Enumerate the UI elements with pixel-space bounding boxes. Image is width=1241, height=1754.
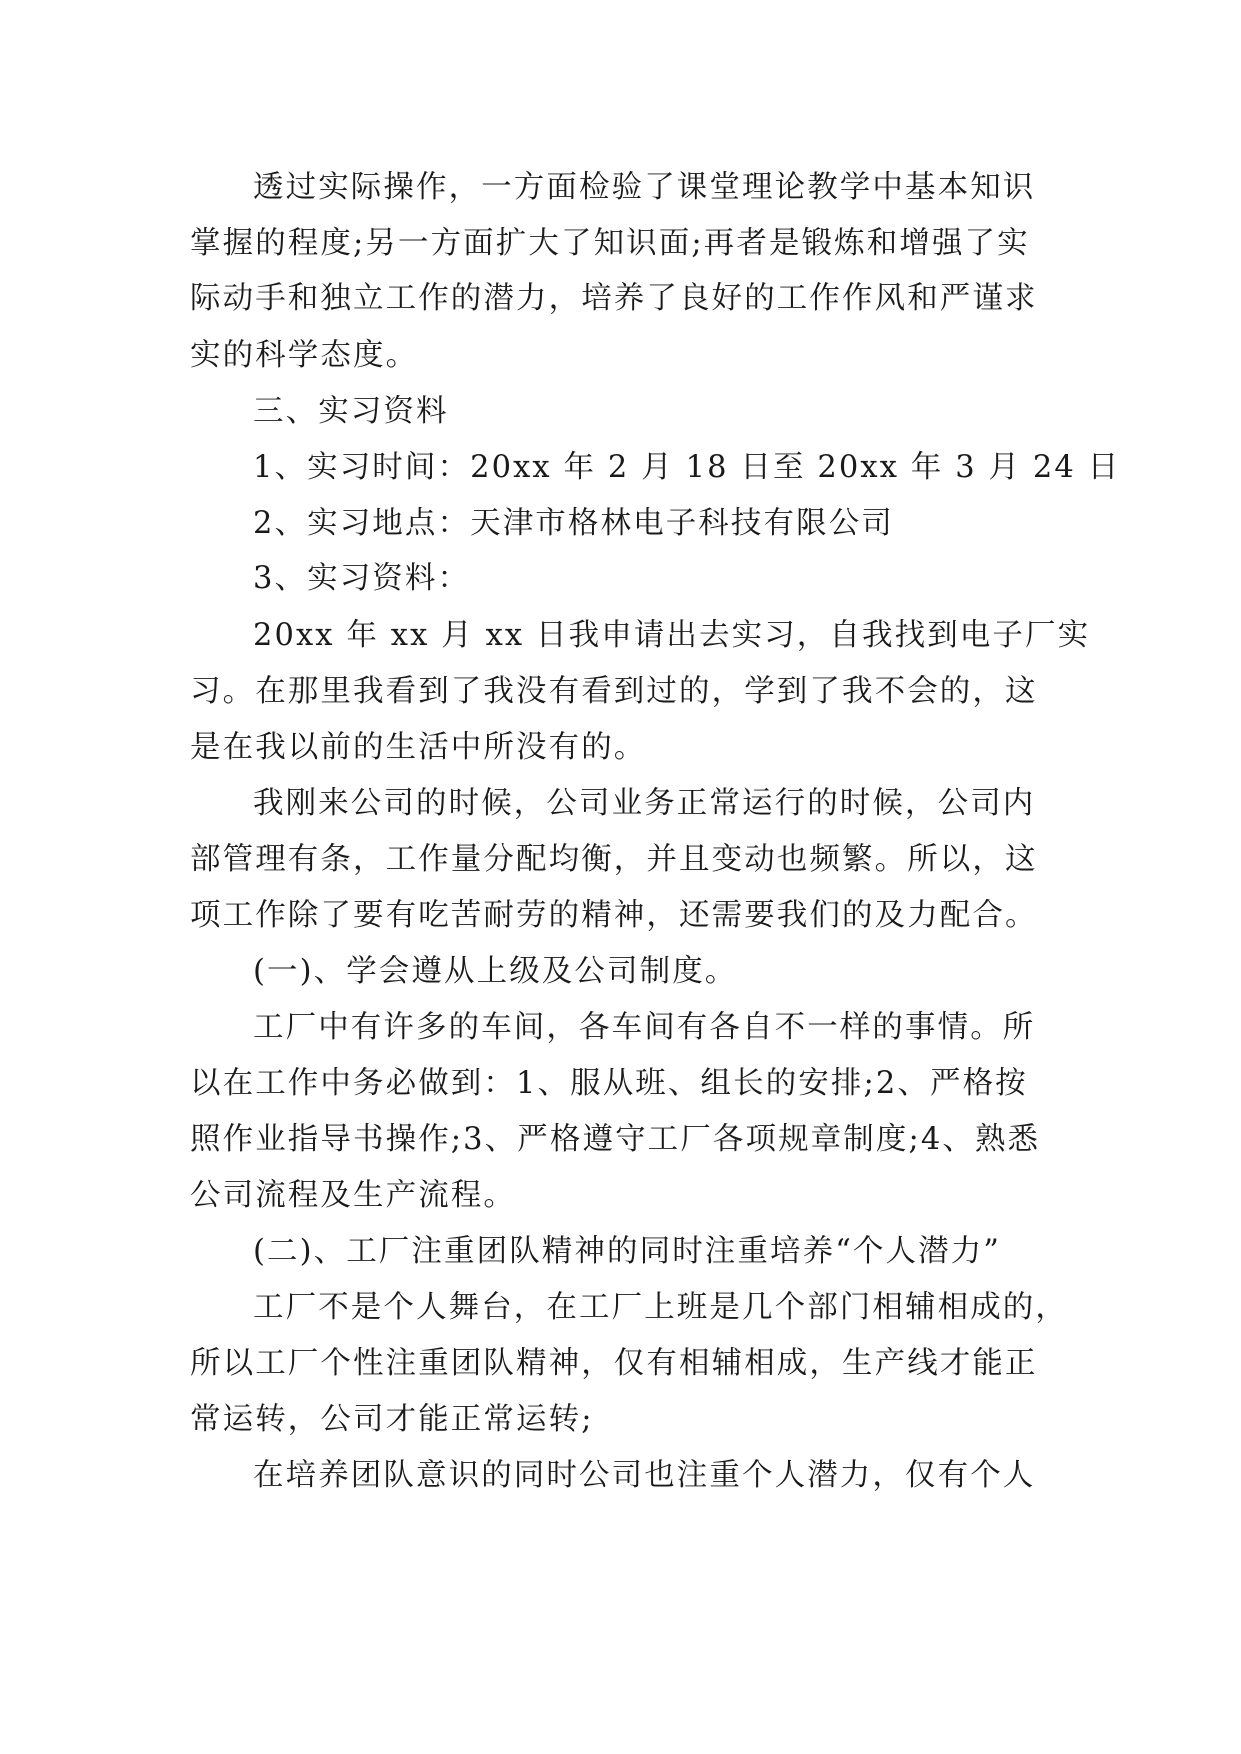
subsection-heading: (二)、工厂注重团队精神的同时注重培养“个人潜力” [253, 1234, 1001, 1269]
paragraph-line: 常运转，公司才能正常运转; [190, 1402, 594, 1437]
paragraph-line: 公司流程及生产流程。 [190, 1178, 516, 1213]
paragraph-line: 掌握的程度;另一方面扩大了知识面;再者是锻炼和增强了实 [190, 226, 1030, 261]
paragraph-line: 所以工厂个性注重团队精神，仅有相辅相成，生产线才能正 [190, 1346, 1038, 1381]
section-heading: 三、实习资料 [253, 394, 449, 429]
paragraph-line: 部管理有条，工作量分配均衡，并且变动也频繁。所以，这 [190, 842, 1038, 877]
paragraph-line: 以在工作中务必做到：1、服从班、组长的安排;2、严格按 [190, 1066, 1028, 1101]
paragraph-line: 是在我以前的生活中所没有的。 [190, 730, 647, 765]
paragraph-line: 实的科学态度。 [190, 338, 419, 373]
paragraph-line: 习。在那里我看到了我没有看到过的，学到了我不会的，这 [190, 674, 1038, 709]
list-item: 2、实习地点：天津市格林电子科技有限公司 [253, 506, 894, 541]
paragraph-line: 照作业指导书操作;3、严格遵守工厂各项规章制度;4、熟悉 [190, 1122, 1041, 1157]
paragraph-line: 在培养团队意识的同时公司也注重个人潜力，仅有个人 [253, 1458, 1036, 1493]
paragraph-line: 际动手和独立工作的潜力，培养了良好的工作作风和严谨求 [190, 281, 1038, 316]
paragraph-line: 工厂不是个人舞台，在工厂上班是几个部门相辅相成的， [253, 1290, 1068, 1325]
paragraph-line: 我刚来公司的时候，公司业务正常运行的时候，公司内 [253, 786, 1036, 821]
paragraph-line: 工厂中有许多的车间，各车间有各自不一样的事情。所 [253, 1010, 1036, 1045]
paragraph-line: 透过实际操作，一方面检验了课堂理论教学中基本知识 [253, 170, 1036, 205]
paragraph-line: 20xx 年 xx 月 xx 日我申请出去实习，自我找到电子厂实 [253, 618, 1091, 653]
subsection-heading: (一)、学会遵从上级及公司制度。 [253, 954, 738, 989]
list-item: 1、实习时间：20xx 年 2 月 18 日至 20xx 年 3 月 24 日 [253, 450, 1121, 485]
list-item: 3、实习资料： [253, 561, 471, 596]
paragraph-line: 项工作除了要有吃苦耐劳的精神，还需要我们的及力配合。 [190, 898, 1038, 933]
